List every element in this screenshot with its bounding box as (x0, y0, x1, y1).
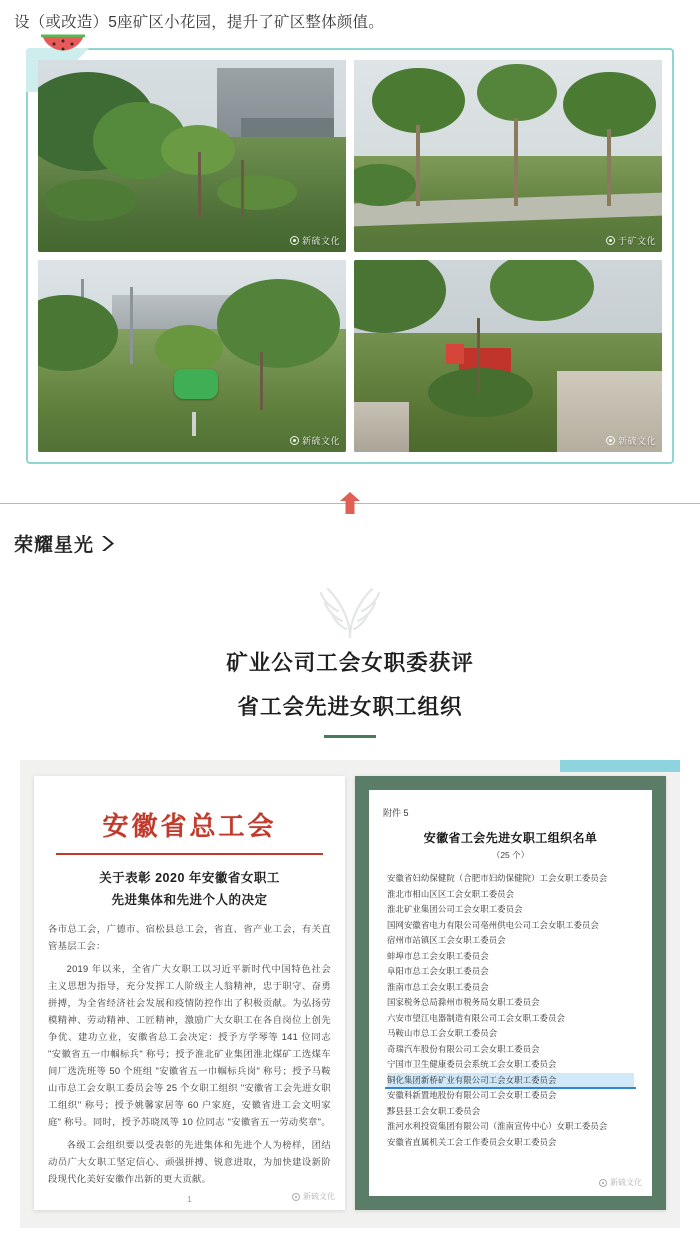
watermark-dot-icon (290, 236, 299, 245)
document-paragraph: 2019 年以来，全省广大女职工以习近平新时代中国特色社会主义思想为指导，充分发挥工人阶级主人翁精神，忠于职守、奋勇拼搏，为全省经济社会发展和疫情防控作出了积极贡献。为弘扬劳模精神、劳动精神、工匠精神，激励广大女职工在各自岗位上创先争优、建功立业，安徽省总工会决定：授予方学琴等 141 位同志 "安徽省五一巾帼标兵" 称号；授予淮北矿业集团淮北煤矿工选煤车间厂选洗班等 50 个班组 "安徽省五一巾帼标兵岗" 称号；授予马鞍山市总工会女职工委员会等 25 个女职工组织 "安徽省工会先进女职工组织" 称号；授予姚馨家居等 60 户家庭，安徽省进工会文明家庭" 称号。同时，授予苏晓凤等 10 位同志 "安徽省五一劳动奖章"。 (48, 964, 331, 1127)
intro-paragraph: 设（或改造）5座矿区小花园，提升了矿区整体颜值。 (14, 14, 384, 31)
document-watermark (599, 1177, 642, 1188)
photo-truck-cab (446, 344, 464, 364)
watermark-text: 新硫文化 (610, 1178, 642, 1187)
list-item: 安徽省妇幼保健院（合肥市妇幼保健院）工会女职工委员会 (387, 873, 608, 883)
chevron-right-icon (100, 535, 115, 552)
section-heading (0, 516, 700, 561)
photo-grid (38, 60, 662, 452)
list-item: 安徽省直属机关工会工作委员会女职工委员会 (387, 1136, 557, 1147)
document-subtitle-line-2: 先进集体和先进个人的决定 (111, 893, 268, 907)
section-divider (0, 490, 700, 516)
photo-palm-garden[interactable] (354, 60, 662, 252)
documents-row (34, 776, 666, 1210)
photo-tree-trunk (477, 318, 480, 395)
photo-green-sign (174, 369, 218, 399)
photo-sign-post (192, 412, 196, 436)
award-line-1: 矿业公司工会女职委获评 (226, 651, 474, 675)
list-item: 国网安徽省电力有限公司亳州供电公司工会女职工委员会 (387, 919, 599, 930)
document-header: 安徽省总工会 (102, 812, 277, 841)
photo-utility-pole (130, 287, 133, 364)
list-item: 马鞍山市总工会女职工委员会 (387, 1028, 498, 1038)
watermelon-decoration-icon (40, 33, 86, 67)
list-item: 安徽科新置地股份有限公司工会女职工委员会 (387, 1090, 557, 1100)
photo-foliage (217, 279, 340, 367)
attachment-label: 附件 5 (383, 808, 409, 818)
photo-roof-left (354, 402, 409, 452)
photo-park-building[interactable] (38, 60, 346, 252)
photo-tree-trunk (241, 160, 244, 218)
document-paragraph: 各级工会组织要以受表彰的先进集体和先进个人为榜样，团结动员广大女职工坚定信心、顽强拼搏、锐意进取，为加快建设新阶段现代化美好安徽作出新的更大贡献。 (48, 1140, 331, 1184)
list-item: 六安市望江电器制造有限公司工会女职工委员会 (387, 1012, 565, 1023)
wheat-laurel-icon (294, 581, 406, 639)
list-item: 阜阳市总工会女职工委员会 (387, 966, 489, 976)
org-list (383, 871, 638, 1150)
document-subtitle-line-1: 关于表彰 2020 年安徽省女职工 (99, 871, 280, 885)
list-item-highlighted: 铜化集团新桥矿业有限公司工会女职工委员会 (387, 1073, 634, 1089)
photo-shrub (217, 175, 297, 210)
photo-palm-crown (563, 72, 655, 137)
watermark-dot-icon (599, 1179, 607, 1187)
list-item: 蚌埠市总工会女职工委员会 (387, 950, 489, 961)
photo-palm-trunk (416, 125, 420, 206)
org-list-title: 安徽省工会先进女职工组织名单 (423, 831, 598, 845)
photo-shrub (155, 325, 223, 371)
list-item: 淮北市相山区区工会女职工委员会 (387, 888, 515, 899)
list-item: 国家税务总局滁州市税务局女职工委员会 (387, 997, 540, 1007)
list-item: 淮北矿业集团公司工会女职工委员会 (387, 904, 523, 914)
watermark-text: 新硫文化 (303, 1192, 335, 1201)
list-item: 宁国市卫生健康委员会系统工会女职工委员会 (387, 1059, 557, 1069)
photo-palm-crown (372, 68, 464, 133)
photo-palm-trunk (514, 118, 518, 206)
list-item: 宿州市站镇区工会女职工委员会 (387, 935, 506, 945)
section-title: 荣耀星光 (14, 535, 95, 556)
photo-lawn-sign[interactable] (38, 260, 346, 452)
photo-watermark (290, 234, 340, 247)
up-arrow-icon (340, 492, 360, 514)
document-body (48, 921, 331, 1188)
photo-tree-trunk (198, 152, 201, 217)
photo-rooftop-truck[interactable] (354, 260, 662, 452)
org-list-count: （25 个） (491, 850, 530, 860)
watermark-text: 新硫文化 (301, 436, 340, 446)
document-org-list-page (369, 790, 652, 1196)
watermark-text: 新硫文化 (301, 236, 340, 246)
watermark-text: 新硫文化 (617, 436, 656, 446)
photo-shrub (428, 368, 533, 418)
watermark-dot-icon (606, 436, 615, 445)
watermark-dot-icon (606, 236, 615, 245)
document-decision[interactable] (34, 776, 345, 1210)
document-watermark (292, 1191, 335, 1202)
photo-watermark (290, 434, 340, 447)
award-title-block (0, 561, 700, 738)
award-underline (324, 735, 376, 738)
document-page-number: 1 (187, 1195, 192, 1204)
watermark-text: 于矿文化 (617, 236, 656, 246)
watermark-dot-icon (290, 436, 299, 445)
document-subtitle (48, 867, 331, 911)
documents-block (20, 760, 680, 1228)
photo-palm-trunk (607, 129, 611, 206)
document-paragraph: 各市总工会，广德市、宿松县总工会，省直、省产业工会，有关直管基层工会： (48, 924, 331, 951)
award-line-2: 省工会先进女职工组织 (237, 695, 463, 719)
list-item: 奇瑞汽车股份有限公司工会女职工委员会 (387, 1043, 540, 1054)
photo-watermark (606, 434, 656, 447)
document-header-rule (56, 853, 323, 855)
photo-shrub (44, 179, 136, 221)
list-item: 黟县县工会女职工委员会 (387, 1105, 481, 1116)
list-item: 淮南市总工会女职工委员会 (387, 981, 489, 992)
photo-collage (26, 48, 674, 464)
document-org-list[interactable] (355, 776, 666, 1210)
list-item: 淮河水利投资集团有限公司（淮南宣传中心）女职工委员会 (387, 1121, 608, 1131)
photo-tree-trunk (260, 352, 263, 410)
photo-watermark (606, 234, 656, 247)
watermark-dot-icon (292, 1193, 300, 1201)
